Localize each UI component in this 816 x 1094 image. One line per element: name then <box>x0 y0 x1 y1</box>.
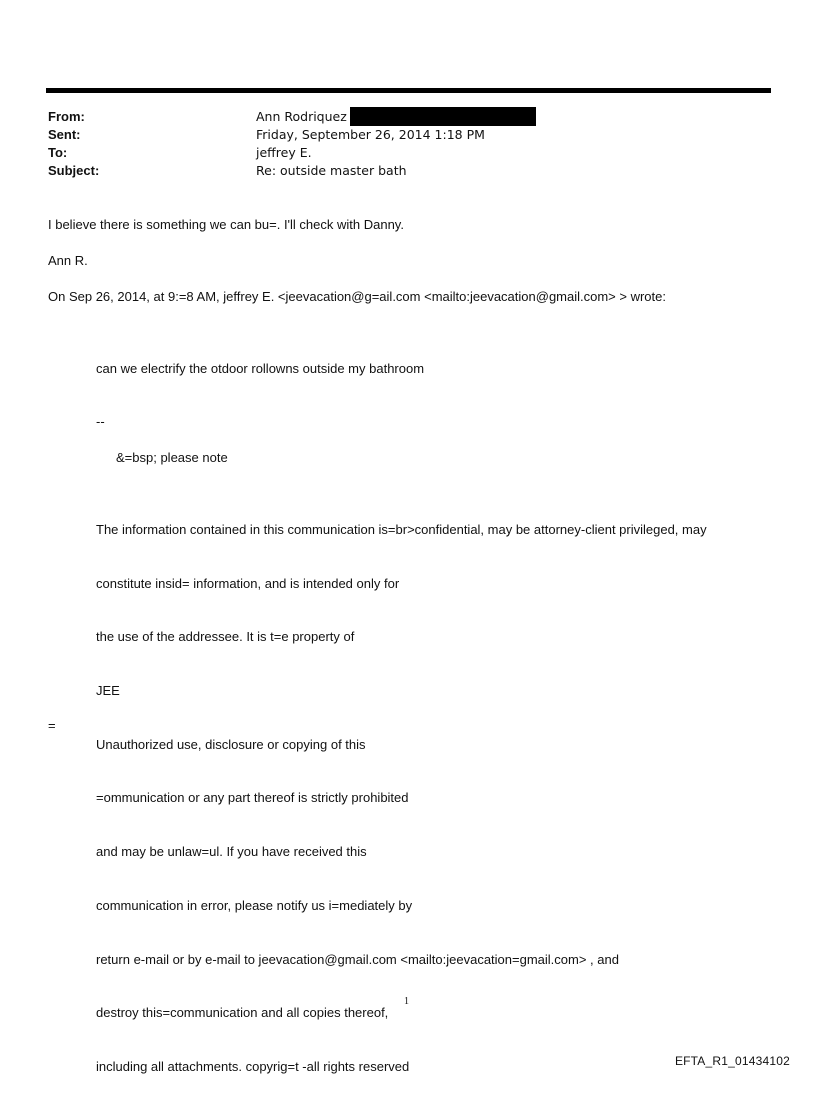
disclaimer-line: constitute insid= information, and is intended only for <box>96 575 400 591</box>
disclaimer-line: the use of the addressee. It is t=e property of <box>96 629 355 645</box>
disclaimer-line: JEE <box>96 682 120 698</box>
from-label: From: <box>48 109 85 124</box>
disclaimer-line: return e-mail or by e-mail to jeevacation@gmail.com <mailto:jeevacation=gmail.com> , and <box>96 951 619 967</box>
quoted-dashes: -- <box>96 414 105 429</box>
from-value <box>256 108 536 127</box>
disclaimer-line: destroy this=communication and all copies thereof, <box>96 1005 389 1021</box>
to-value: jeffrey E. <box>256 145 312 160</box>
bates-number: EFTA_R1_01434102 <box>674 1054 790 1068</box>
quoted-note: &=bsp; please note <box>116 450 228 465</box>
header-rule <box>46 88 771 93</box>
subject-label: Subject: <box>48 163 100 178</box>
sent-label: Sent: <box>48 127 81 142</box>
signoff: Ann R. <box>48 253 88 268</box>
disclaimer-line: =ommunication or any part thereof is strictly prohibited <box>96 790 409 806</box>
disclaimer-line: Unauthorized use, disclosure or copying of this <box>96 736 366 752</box>
trailing-mark: = <box>48 718 56 733</box>
from-name: Ann Rodriquez <box>256 109 347 124</box>
disclaimer-line: including all attachments. copyrig=t -all rights reserved <box>96 1059 410 1074</box>
disclaimer-line: The information contained in this communication is=br>confidential, may be attorney-client privileged, may <box>96 521 707 537</box>
sent-value: Friday, September 26, 2014 1:18 PM <box>256 127 485 142</box>
quote-intro: On Sep 26, 2014, at 9:=8 AM, jeffrey E. <jeevacation@g=ail.com <mailto:jeevacation@gmail.com> > wrote: <box>48 289 666 304</box>
disclaimer-line: communication in error, please notify us i=mediately by <box>96 897 413 913</box>
redaction-bar <box>350 107 536 126</box>
subject-value: Re: outside master bath <box>256 163 407 178</box>
reply-line: I believe there is something we can bu=. I'll check with Danny. <box>48 217 404 232</box>
page-number: 1 <box>404 996 409 1007</box>
quoted-message: can we electrify the otdoor rollowns outside my bathroom <box>96 361 425 376</box>
to-label: To: <box>48 145 68 160</box>
disclaimer-block <box>96 485 707 1094</box>
disclaimer-line: and may be unlaw=ul. If you have received this <box>96 844 367 860</box>
